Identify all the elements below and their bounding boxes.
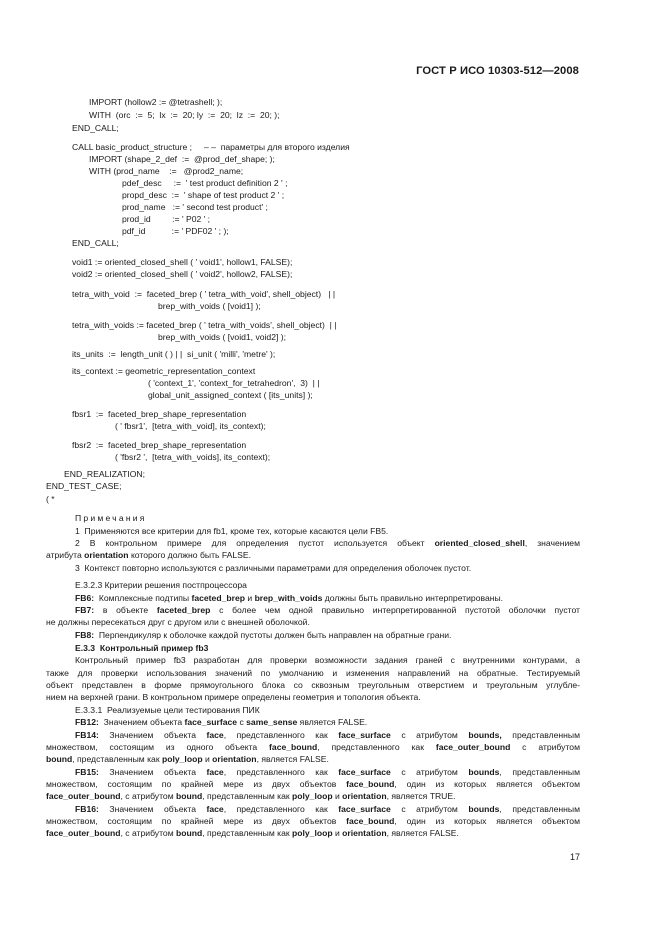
- code-line: ( 'context_1', 'context_for_tetrahedron', 3) | |: [148, 378, 320, 388]
- code-line: brep_with_voids ( [void1, void2] );: [158, 332, 287, 342]
- code-line: tetra_with_voids := faceted_brep ( ' tetra_with_voids', shell_object) | |: [72, 320, 337, 330]
- code-line: propd_desc := ' shape of test product 2 ' ;: [122, 190, 285, 200]
- criterion-fb16-cont: face_outer_bound, с атрибутом bound, представленным как poly_loop и orientation, является FALSE.: [46, 828, 459, 838]
- criterion-fb7-cont: не должны пересекаться друг с другом или с внешней оболочкой.: [46, 617, 310, 627]
- code-line: tetra_with_void := faceted_brep ( ' tetra_with_void', shell_object) | |: [72, 289, 336, 299]
- code-line: brep_with_voids ( [void1] );: [158, 301, 261, 311]
- paragraph-line: также для проверки использования значений по умолчанию и изменения направлений на обратные. Тестируемый: [46, 668, 580, 678]
- code-line: END_TEST_CASE;: [46, 481, 122, 491]
- code-line: global_unit_assigned_context ( [its_units] );: [148, 390, 313, 400]
- code-line: END_CALL;: [72, 238, 119, 248]
- code-line: its_units := length_unit ( ) | | si_unit ( 'milli', 'metre' );: [72, 349, 276, 359]
- section-heading: Е.3.3 Контрольный пример fb3: [75, 643, 209, 653]
- code-line: prod_name := ' second test product' ;: [122, 202, 268, 212]
- criterion-fb14: FB14: Значением объекта face, представленного как face_surface с атрибутом bounds, представленным: [75, 730, 580, 740]
- criterion-fb7: FB7: в объекте faceted_brep с более чем одной правильно интерпретированной пустотой оболочки пустот: [75, 605, 580, 615]
- code-line: fbsr1 := faceted_brep_shape_representation: [72, 409, 247, 419]
- criterion-fb16: FB16: Значением объекта face, представленного как face_surface с атрибутом bounds, представленным: [75, 804, 581, 814]
- code-line: ( 'fbsr2 ', [tetra_with_voids], its_context);: [115, 452, 271, 462]
- criterion-fb6: FB6: Комплексные подтипы faceted_brep и brep_with_voids должны быть правильно интерпретированы.: [75, 593, 504, 603]
- paragraph-line: Контрольный пример fb3 разработан для проверки возможности задания граней с внутренними контурами, а: [75, 655, 580, 665]
- criterion-fb8: FB8: Перпендикуляр к оболочке каждой пустоты должен быть направлен на обратные грани.: [75, 630, 452, 640]
- code-line: void2 := oriented_closed_shell ( ' void2', hollow2, FALSE);: [72, 269, 293, 279]
- code-line: IMPORT (hollow2 := @tetrashell; );: [89, 97, 223, 107]
- code-line: WITH (orc := 5; lx := 20; ly := 20; lz := 20; );: [89, 110, 280, 120]
- criterion-fb12: FB12: Значением объекта face_surface с same_sense является FALSE.: [75, 717, 368, 727]
- note-2-cont: атрибута orientation которого должно быть FALSE.: [46, 550, 252, 560]
- code-line: its_context := geometric_representation_context: [72, 366, 256, 376]
- criterion-fb16-cont: множеством, состоящим по крайней мере из двух объектов face_bound, один из которых является объектом: [46, 816, 580, 826]
- note-2: 2 В контрольном примере для определения пустот используется объект oriented_closed_shell, значением: [75, 538, 580, 548]
- criterion-fb15-cont: face_outer_bound, с атрибутом bound, представленным как poly_loop и orientation, является TRUE.: [46, 791, 456, 801]
- criterion-fb14-cont: множеством, состоящим из одного объекта face_bound, представленного как face_outer_bound с атрибутом: [46, 742, 580, 752]
- section-heading: Е.3.2.3 Критерии решения постпроцессора: [75, 580, 247, 590]
- notes-title: Примечания: [75, 513, 147, 523]
- criterion-fb15-cont: множеством, состоящим по крайней мере из двух объектов face_bound, один из которых является объектом: [46, 779, 580, 789]
- code-line: CALL basic_product_structure ; – – параметры для второго изделия: [72, 142, 350, 152]
- paragraph-line: объект представлен в форме прямоугольного блока со сквозным треугольным отверстием и треугольным углубле-: [46, 680, 580, 690]
- document-header: ГОСТ Р ИСО 10303-512—2008: [416, 65, 579, 77]
- code-line: prod_id := ' P02 ' ;: [122, 214, 211, 224]
- code-line: ( *: [46, 494, 55, 504]
- code-line: WITH (prod_name := @prod2_name;: [89, 166, 244, 176]
- code-line: IMPORT (shape_2_def := @prod_def_shape; );: [89, 154, 275, 164]
- code-line: fbsr2 := faceted_brep_shape_representation: [72, 440, 247, 450]
- page-number: 17: [570, 852, 581, 862]
- paragraph-line: нием на верхней грани. В контрольном примере определены геометрия и топология объекта.: [46, 692, 421, 702]
- code-line: pdf_id := ' PDF02 ' ; );: [122, 226, 229, 236]
- note-1: 1 Применяются все критерии для fb1, кроме тех, которые касаются цели FB5.: [75, 526, 389, 536]
- subsection-heading: Е.3.3.1 Реализуемые цели тестирования ПИК: [75, 705, 260, 715]
- code-line: END_CALL;: [72, 123, 119, 133]
- criterion-fb14-cont: bound, представленным как poly_loop и orientation, является FALSE.: [46, 754, 329, 764]
- code-line: void1 := oriented_closed_shell ( ' void1', hollow1, FALSE);: [72, 257, 293, 267]
- note-3: 3 Контекст повторно используются с различными параметрами для определения оболочек пустот.: [75, 563, 472, 573]
- code-line: END_REALIZATION;: [64, 469, 146, 479]
- code-line: ( ' fbsr1', [tetra_with_void], its_context);: [115, 421, 266, 431]
- code-line: pdef_desc := ' test product definition 2 ' ;: [122, 178, 288, 188]
- criterion-fb15: FB15: Значением объекта face, представленного как face_surface с атрибутом bounds, представленным: [75, 767, 581, 777]
